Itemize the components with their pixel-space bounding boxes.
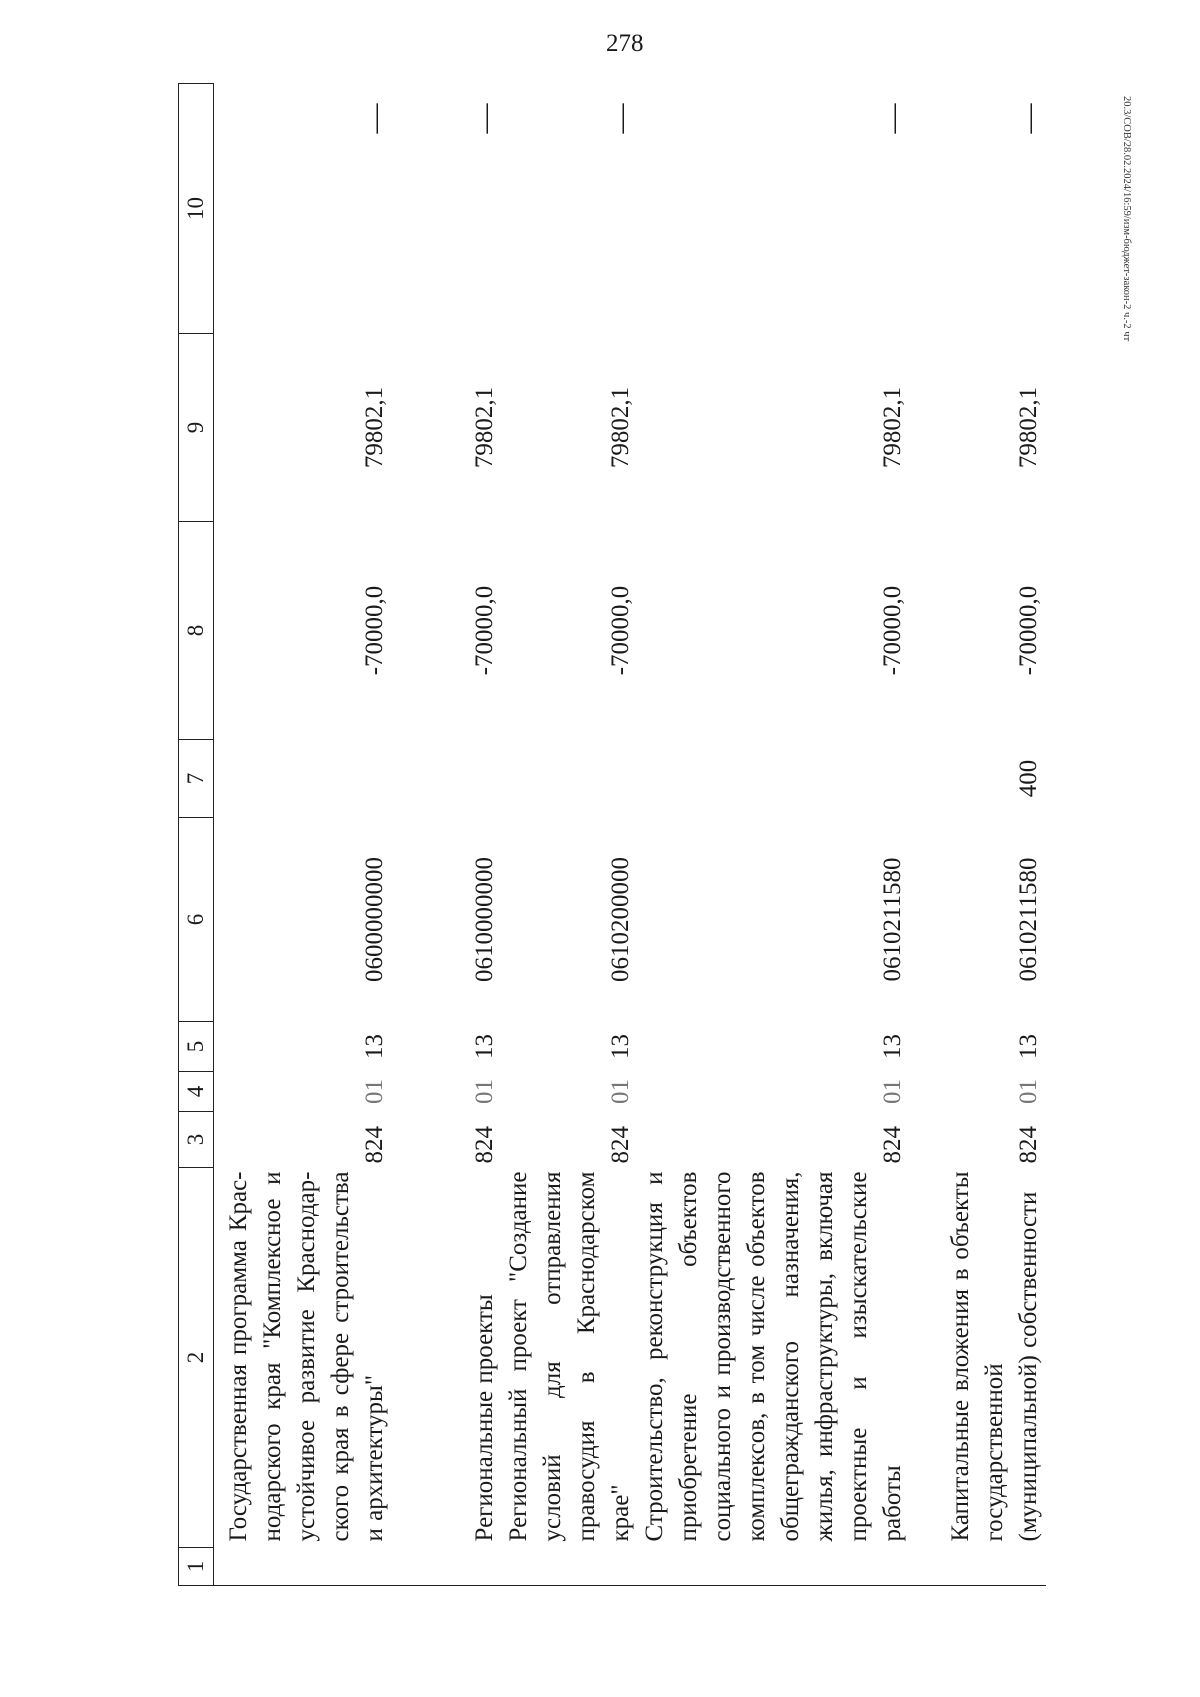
- cell-ved: 824: [879, 1126, 906, 1164]
- page-number: 278: [606, 30, 644, 57]
- cell-name: Региональный проект "Создание условий для отправления правосудия в Краснодарском крае": [505, 1171, 634, 1542]
- header-col-7: 7: [179, 740, 214, 818]
- header-col-2: 2: [179, 1168, 214, 1548]
- cell-index: [502, 1548, 638, 1586]
- footer-document-code: 20.3/СОВ/28.02.2024/16:59/изм-бюджет-закон-2 ч.-2 чт: [1121, 96, 1132, 342]
- cell-vr: [214, 740, 393, 818]
- cell-name: Государственная программа Краснодарского края "Комплексное и устойчивое развитие Краснодарского края в сфере строительства и архитектуры": [225, 1171, 388, 1542]
- cell-sum: 79802,1: [879, 386, 906, 469]
- cell-name: Строительство, реконструкция и приобретение объектов социального и производственного комплексов, в том числе объектов общегражданского назначения, жилья, инфраструктуры, включая проектные и изыскательские работы: [641, 1171, 906, 1542]
- header-col-8: 8: [179, 522, 214, 740]
- cell-csr: 0610000000: [471, 857, 498, 982]
- header-col-10: 10: [179, 84, 214, 334]
- cell-csr: 0610200000: [607, 857, 634, 982]
- cell-rz: 01: [1015, 1079, 1042, 1104]
- table-row: [910, 84, 1046, 1586]
- cell-name: Капитальные вложения в объекты государственной (муниципальной) собственности: [947, 1171, 1042, 1542]
- header-col-1: 1: [179, 1548, 214, 1586]
- cell-vr: [502, 740, 638, 818]
- cell-csr: 0600000000: [361, 857, 388, 982]
- cell-rz: 01: [361, 1079, 388, 1104]
- cell-csr: 0610211580: [1015, 857, 1042, 982]
- cell-change: -70000,0: [361, 585, 388, 676]
- header-col-3: 3: [179, 1112, 214, 1168]
- cell-dash: —: [604, 103, 637, 134]
- cell-rz: 01: [607, 1079, 634, 1104]
- cell-ved: 824: [1015, 1126, 1042, 1164]
- header-col-4: 4: [179, 1072, 214, 1112]
- table-row: [214, 84, 393, 1586]
- cell-index: [910, 1548, 1046, 1586]
- cell-name: Региональные проекты: [471, 1294, 498, 1542]
- cell-vr: 400: [1015, 759, 1042, 798]
- cell-ved: 824: [471, 1126, 498, 1164]
- cell-rz: 01: [879, 1079, 906, 1104]
- budget-table-rotated: [178, 84, 1058, 1586]
- cell-pr: 13: [1015, 1034, 1042, 1059]
- cell-vr: [392, 740, 502, 818]
- cell-sum: 79802,1: [361, 386, 388, 469]
- budget-table: [178, 83, 1046, 1586]
- cell-change: -70000,0: [879, 585, 906, 676]
- cell-rz: 01: [471, 1079, 498, 1104]
- cell-pr: 13: [361, 1034, 388, 1059]
- header-col-5: 5: [179, 1022, 214, 1072]
- table-row: [392, 84, 502, 1586]
- cell-dash: —: [468, 103, 501, 134]
- cell-index: [638, 1548, 910, 1586]
- cell-sum: 79802,1: [607, 386, 634, 469]
- cell-sum: 79802,1: [471, 386, 498, 469]
- cell-pr: 13: [471, 1034, 498, 1059]
- cell-dash: —: [876, 103, 909, 134]
- cell-index: [392, 1548, 502, 1586]
- cell-dash: —: [358, 103, 391, 134]
- table-header-row: [179, 84, 214, 1586]
- cell-vr: [638, 740, 910, 818]
- cell-csr: 0610211580: [879, 857, 906, 982]
- header-col-9: 9: [179, 334, 214, 522]
- cell-change: -70000,0: [607, 585, 634, 676]
- header-col-6: 6: [179, 818, 214, 1022]
- cell-sum: 79802,1: [1015, 386, 1042, 469]
- cell-change: -70000,0: [1015, 585, 1042, 676]
- table-row: [638, 84, 910, 1586]
- table-row: [502, 84, 638, 1586]
- cell-index: [214, 1548, 393, 1586]
- cell-ved: 824: [361, 1126, 388, 1164]
- cell-change: -70000,0: [471, 585, 498, 676]
- cell-pr: 13: [879, 1034, 906, 1059]
- cell-dash: —: [1012, 103, 1045, 134]
- cell-pr: 13: [607, 1034, 634, 1059]
- cell-ved: 824: [607, 1126, 634, 1164]
